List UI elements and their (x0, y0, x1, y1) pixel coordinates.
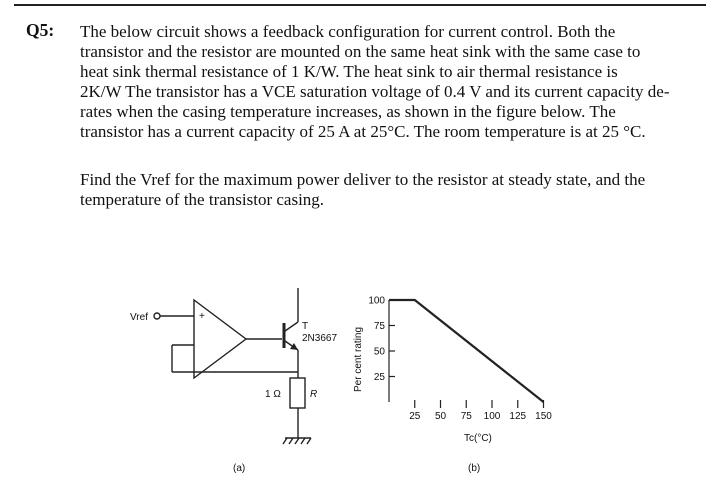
x-tick-label: 125 (509, 411, 527, 422)
x-tick-label: 100 (483, 411, 501, 422)
vref-label: Vref (130, 312, 148, 323)
figure-a-caption: (a) (233, 463, 246, 474)
paragraph-line: Find the Vref for the maximum power deliver to the resistor at steady state, and the (80, 170, 646, 189)
paragraph-line: temperature of the transistor casing. (80, 190, 325, 209)
paragraph-line: 2K/W The transistor has a VCE saturation voltage of 0.4 V and its current capacity de- (80, 82, 670, 101)
paragraph-line: The below circuit shows a feedback configuration for current control. Both the (80, 22, 616, 41)
paragraph-line: heat sink thermal resistance of 1 K/W. The heat sink to air thermal resistance is (80, 62, 618, 81)
y-tick-label: 100 (368, 295, 385, 307)
question-number: Q5: (26, 20, 55, 40)
x-tick-label: 150 (535, 411, 552, 422)
y-tick-label: 25 (373, 372, 385, 383)
x-tick-label: 50 (434, 411, 447, 422)
y-axis-label: Per cent rating (353, 326, 364, 392)
load-resistor-label: R (310, 389, 318, 400)
paragraph-line: transistor and the resistor are mounted on the same heat sink with the same case to (80, 42, 641, 61)
y-tick-label: 75 (373, 321, 385, 332)
x-tick-label: 25 (409, 411, 421, 422)
chart-marks (368, 296, 552, 423)
figure-b-caption: (b) (468, 463, 481, 474)
op-amp-plus: + (199, 311, 205, 322)
transistor-part-number: 2N3667 (302, 333, 338, 344)
x-tick-label: 75 (460, 411, 472, 422)
series-line (389, 300, 544, 402)
sense-resistor-label: 1 Ω (265, 389, 281, 400)
y-tick-label: 50 (373, 346, 385, 358)
transistor-label: T (302, 321, 309, 332)
paragraph-line: transistor has a current capacity of 25 A at 25°C. The room temperature is at 25 °C. (80, 122, 646, 141)
x-axis-label: Tc(°C) (464, 433, 492, 444)
paragraph-line: rates when the casing temperature increases, as shown in the figure below. The (80, 102, 616, 121)
